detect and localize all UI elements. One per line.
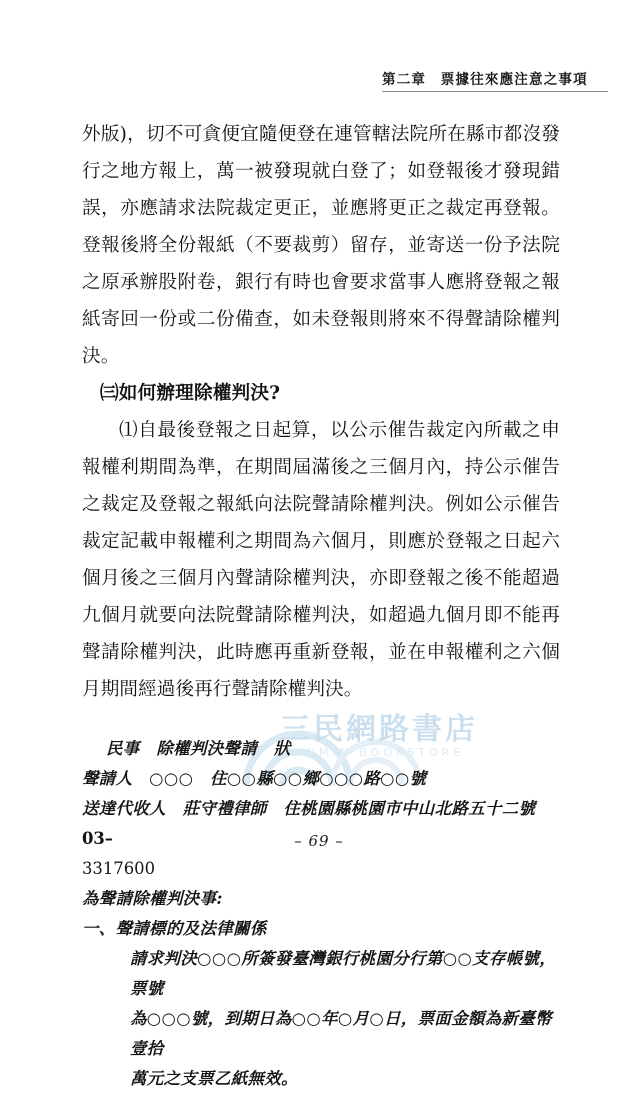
petition-item-1-line-2: 為○○○號，到期日為○○年○月○日，票面金額為新臺幣壹拾	[130, 1009, 552, 1058]
petition-agent-phone: 03–	[82, 829, 114, 848]
petition-title: 民事 除權判決聲請 狀	[106, 739, 291, 758]
paragraph-item-1: ⑴自最後登報之日起算，以公示催告裁定內所載之申報權利期間為準，在期間屆滿後之三個月內，持公示催告之裁定及登報之報紙向法院聲請除權判決。例如公示催告裁定記載申報權利之期間為六個月，則應於登報之日起六個月後之三個月內聲請除權判決，亦即登報之後不能超過九個月就要向法院聲請除權判決，如超過九個月即不能再聲請除權判決，此時應再重新登報，並在申報權利之六個月期間經過後再行聲請除權判決。	[82, 420, 560, 700]
petition-item-1-line-3: 萬元之支票乙紙無效。	[130, 1069, 298, 1088]
petition-item-1-line-1: 請求判決○○○所簽發臺灣銀行桃園分行第○○支存帳號，票號	[130, 949, 557, 998]
running-header	[382, 68, 608, 92]
petition-agent: 送達代收人 莊守禮律師 住桃園縣桃園市中山北路五十二號	[82, 799, 536, 818]
body-content	[82, 116, 560, 1094]
watermark-subtext: SANMIN BOOKSTORE	[284, 746, 465, 759]
section-heading-3: ㈢如何辦理除權判決?	[100, 383, 281, 404]
watermark-text: 三民網路書店	[280, 712, 478, 747]
petition-applicant: 聲請人 ○○○ 住○○縣○○鄉○○○路○○號	[82, 769, 427, 788]
paragraph-continuation: 外版)，切不可貪便宜隨便登在連管轄法院所在縣市都沒發行之地方報上，萬一被發現就白登了；如登報後才發現錯誤，亦應請求法院裁定更正，並應將更正之裁定再登報。登報後將全份報紙（不要裁剪）留存，並寄送一份予法院之原承辦股附卷，銀行有時也會要求當事人應將登報之報紙寄回一份或二份備查，如未登報則將來不得聲請除權判決。	[82, 124, 560, 367]
petition-form	[82, 734, 560, 1094]
page-number: – 69 –	[294, 832, 344, 850]
petition-agent-phone-continued: 3317600	[82, 859, 155, 878]
petition-item-1-heading: 一、聲請標的及法律關係	[82, 919, 267, 938]
header-rule	[382, 91, 608, 92]
petition-agent-row	[82, 794, 560, 854]
chapter-title: 第二章 票據往來應注意之事項	[382, 71, 588, 88]
spacer	[82, 708, 560, 734]
petition-purpose: 為聲請除權判決事:	[82, 889, 223, 908]
